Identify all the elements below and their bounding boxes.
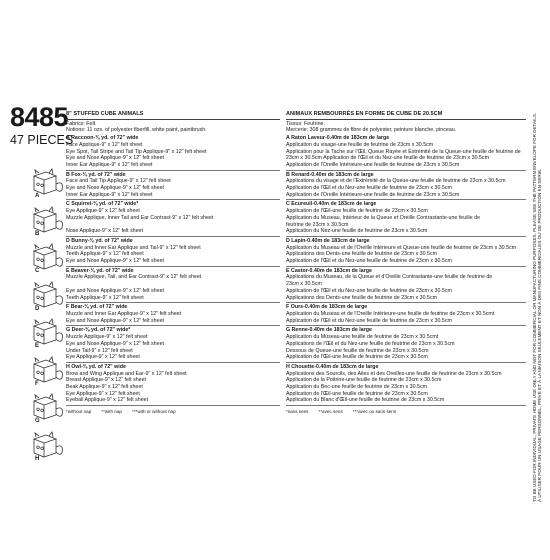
view-letter: B xyxy=(35,230,40,237)
material-line: Eye and Nose Applique-9" x 12" felt sheet xyxy=(66,340,164,347)
french-notions: Mercerie: 308 grammes de fibre de polyester, peinture blanche, pinceau. xyxy=(286,127,457,134)
french-fabrics: Tissus: Feutrine. xyxy=(286,120,325,127)
view-heading: G Renne-0.40m de 183cm de large xyxy=(286,327,372,334)
material-line: Eyeball Applique-9" x 12" felt sheet xyxy=(66,397,149,404)
material-line: Application pour la Tache sur l'Œil, Queue Rayée et Extrémité de la Queue-une feuille de feutrine de xyxy=(286,148,521,155)
material-line: Application du Museau-une feuille de feutrine de 23cm x 30.5cmt xyxy=(286,334,439,341)
view-heading: G Deer-⅜ yd. of 72" wide* xyxy=(66,327,131,334)
material-line: Application de l'Œil et du Nez-une feuille de feutrine de 23cm x 30.5cm xyxy=(286,258,452,265)
material-line: Application de l'Œil-une feuille de feutrine de 23cm x 30.5cm xyxy=(286,208,428,215)
legend-item: **with nap xyxy=(101,409,122,415)
cube-animal-drawing xyxy=(22,356,66,384)
material-line: 23cm x 30.5cm Application de l'Œil et du Nez-une feuille de feutrine de 23cm x 30.5cm xyxy=(286,155,489,162)
material-line: Teeth Applique-9" x 12" felt sheet xyxy=(66,294,144,301)
view-section xyxy=(286,237,526,267)
legend-item: ***avec ou sans sens xyxy=(352,409,397,415)
material-line: Application de l'Œil et du Nez-une feuille de feutrine de 23cm x 30.5cm xyxy=(286,287,452,294)
material-line: Under Tail-9" x 12" felt sheet xyxy=(66,347,133,354)
material-line: Nose Applique-9" x 12" felt sheet xyxy=(66,228,144,235)
english-fabrics: Fabrics: Felt. xyxy=(66,120,97,127)
view-letter: E xyxy=(35,343,40,349)
cube-animal-drawing xyxy=(22,243,66,271)
french-column xyxy=(286,111,526,416)
material-line: Application de la Poitrine-une feuille de feutrine de 23cm x 30.5cm xyxy=(286,377,442,384)
cube-animal-drawing xyxy=(22,393,66,421)
view-heading: A Raccoon-⅜ yd. of 72" wide xyxy=(66,135,139,142)
material-line: Inner Ear Applique-9" x 12" felt sheet xyxy=(66,161,153,168)
material-line: Application du Museau, Intérieur de la Queue et Oreille Contrastante-une feuille de xyxy=(286,214,481,221)
material-line: Application de l'Oreille Intérieure-une feuille de feutrine de 23cm x 30.5cm xyxy=(286,191,460,198)
material-line: Application du Bec-une feuille de feutrine de 23cm x 30.5cm xyxy=(286,384,428,391)
view-heading: D Lapin-0.40m de 183cm de large xyxy=(286,237,370,244)
material-line: Eye Applique-9" x 12" felt sheet xyxy=(66,390,140,397)
material-line: Muzzle Applique, Tail, and Ear Contrast-9" x 12" felt sheet xyxy=(66,274,202,281)
material-line: Brow and Wing Applique and Ear-9" x 12" felt sheet xyxy=(66,370,187,377)
english-sections xyxy=(66,134,280,406)
side-usage-notice xyxy=(532,52,542,502)
view-section xyxy=(286,200,526,237)
material-line: Eye and Nose Applique-9" x 12" felt sheet xyxy=(66,317,164,324)
material-line: Inner Ear Applique-9" x 12" felt sheet xyxy=(66,191,153,198)
view-section xyxy=(286,303,526,326)
material-line: Eye and Nose Applique-9" x 12" felt sheet xyxy=(66,155,164,162)
view-heading: H Chouette-0.40m de 183cm de large xyxy=(286,363,379,370)
french-legend xyxy=(286,409,526,416)
material-line: feutrine de 23cm x 30.5cm xyxy=(286,221,349,228)
view-thumbnail xyxy=(20,206,68,242)
view-letter: H xyxy=(35,455,40,462)
material-line: Applications des Dents-une feuille de feutrine de 23cm x 30.5cm xyxy=(286,294,438,301)
material-line: Eye and Nose Applique-9" x 12" felt sheet xyxy=(66,185,164,192)
view-thumbnail xyxy=(20,356,68,392)
material-line: Eye Spot, Tail Stripe and Tail Tip Applique-9" x 12" felt sheet xyxy=(66,148,207,155)
material-line: Application du Nez-une feuille de feutrine de 23cm x 30.5cm xyxy=(286,228,428,235)
material-line xyxy=(66,281,280,288)
view-thumbnail xyxy=(20,318,68,354)
cube-animal-drawing xyxy=(22,168,66,196)
material-line: Application de l'Œil et du Nez-une feuille de feutrine de 23cm x 30.5cm xyxy=(286,317,452,324)
material-line: Face Applique-9" x 12" felt sheet xyxy=(66,141,143,148)
cube-animal-drawing xyxy=(22,206,66,234)
material-line: Breast Applique-9" x 12" felt sheet xyxy=(66,377,147,384)
material-line: 23cm x 30.5cm xyxy=(286,281,322,288)
english-title: 8" STUFFED CUBE ANIMALS xyxy=(66,111,280,120)
cube-animal-drawing xyxy=(22,281,66,309)
english-notions: Notions: 11 ozs. of polyester fiberfill, white paint, paintbrush. xyxy=(66,127,207,134)
material-line: Application du Museau et de l'Oreille Intérieure-une feuille de feutrine de 23cm x 30.5cmt xyxy=(286,310,495,317)
view-section xyxy=(66,237,280,267)
material-line: Application de l'Œil-une feuille de feutrine de 23cm x 30.5cm xyxy=(286,390,428,397)
view-thumbnail xyxy=(20,281,68,317)
view-heading: F Ours-0.40m de 183cm de large xyxy=(286,304,368,311)
view-section xyxy=(66,200,280,237)
material-line: Application de l'Oreille Intérieure-une feuille de feutrine de 23cm x 30.5cm xyxy=(286,161,460,168)
view-heading: C Écureuil-0.40m de 183cm de large xyxy=(286,201,377,208)
view-heading: C Squirrel-⅜ yd. of 72" wide* xyxy=(66,201,139,208)
pieces-count: 47 PIECES xyxy=(10,133,74,147)
material-line: Application du Museau et de l'Oreille Intérieure et Queue-une feuille de feutrine de 23cm x 30.5cm xyxy=(286,244,517,251)
material-line: Face and Tail Tip Applique-9" x 12" felt sheet xyxy=(66,178,171,185)
material-line: Muzzle and Inner Ear Applique-9" x 12" felt sheet xyxy=(66,310,182,317)
material-line: Applications des Sourcils, des Ailes et des Oreilles-une feuille de feutrine de 23cm x 30.5cm xyxy=(286,370,502,377)
cube-animal-drawing xyxy=(22,318,66,346)
legend-item: **avec sens xyxy=(318,409,343,415)
material-line: Eye and Nose Applique-9" x 12" felt sheet xyxy=(66,258,164,265)
view-letter: A xyxy=(35,193,40,199)
material-line: Applications du visage et de l'Extrémité de la Queue-une feuille de feutrine de 23cm x 30.5cm xyxy=(286,178,506,185)
view-thumbnail xyxy=(20,168,68,204)
view-heading: B Fox-⅜ yd. of 72" wide xyxy=(66,171,126,178)
material-line: Beak Applique-9" x 12" felt sheet xyxy=(66,384,143,391)
view-thumbnail xyxy=(20,431,68,467)
view-heading: F Bear-⅜ yd. of 72" wide xyxy=(66,304,128,311)
pattern-number: 8485 xyxy=(10,102,69,132)
view-heading: A Raton Laveur-0.40m de 183cm de large xyxy=(286,135,390,142)
view-heading: D Bunny-⅜ yd. of 72" wide xyxy=(66,237,133,244)
material-line: Applications du Museau, de la Queue et d'Oreille Contrastante-une feuille de feutrine de xyxy=(286,274,493,281)
material-line: Eye Applique-9" x 12" felt sheet xyxy=(66,354,140,361)
material-line: Dessous de Queue-une feuille de feutrine de 23cm x 30.5cm xyxy=(286,347,429,354)
material-line xyxy=(66,222,280,229)
view-section xyxy=(66,326,280,363)
view-section xyxy=(286,363,526,406)
view-thumbnail xyxy=(20,243,68,279)
material-line: Applications des Dents-une feuille de feutrine de 23cm x 30.5cm xyxy=(286,251,438,258)
material-line: Eye and Nose Applique-9" x 12" felt sheet xyxy=(66,287,164,294)
view-section xyxy=(66,363,280,406)
french-title: ANIMAUX REMBOURRÉS EN FORME DE CUBE DE 20.5CM xyxy=(286,111,526,120)
view-section xyxy=(66,267,280,304)
view-section xyxy=(286,171,526,201)
legend-item: *without nap xyxy=(66,409,92,415)
view-letter: C xyxy=(35,268,40,274)
material-line: Muzzle Applique-9" x 12" felt sheet xyxy=(66,334,148,341)
material-line: Muzzle Applique, Inner Tail and Ear Contrast-9" x 12" felt sheet xyxy=(66,214,214,221)
english-legend xyxy=(66,409,280,416)
view-heading: E Beaver-⅜ yd. of 72" wide xyxy=(66,267,134,274)
view-heading: H Owl-⅜ yd. of 72" wide xyxy=(66,363,126,370)
side-notice-line: À UTILISER POUR UN USAGE PERSONNEL, PRIVÉ ET À LA MAISON SEULEMENT ET NON À DES FINS COMMERCIALES OU DE PRODUCTION EN SÉRIE. xyxy=(537,168,542,502)
material-line: Application du Blanc d'Œil-une feuille de feutrine de 23cm x 30.5cm xyxy=(286,397,445,404)
french-sections xyxy=(286,134,526,406)
view-letter: G xyxy=(35,418,40,424)
view-section xyxy=(66,134,280,171)
material-line: Application de l'Œil-une feuille de feutrine de 23cm x 30.5cm xyxy=(286,354,428,361)
legend-item: *sans sens xyxy=(286,409,309,415)
material-line: Application du visage-une feuille de feutrine de 23cm x 30.5cm xyxy=(286,141,434,148)
legend-item: ***with or without nap xyxy=(131,409,176,415)
material-line: Muzzle and Inner Ear Applique and Tail-9" x 12" felt sheet xyxy=(66,244,201,251)
view-section xyxy=(286,326,526,363)
side-notice-line: TO BE USED FOR INDIVIDUAL, PRIVATE HOME USE ONLY AND NOT FOR COMMERCIAL OR MANUFACTURING PURPOSES. PLEASE SEE THE PATTERN ENVELOPE FOR DETAILS. xyxy=(532,112,537,502)
english-column xyxy=(66,111,280,416)
view-section xyxy=(286,134,526,171)
view-letter: F xyxy=(35,380,39,387)
cube-animal-drawing xyxy=(22,431,66,459)
view-section xyxy=(66,303,280,326)
material-line: Eye Applique-9" x 12" felt sheet xyxy=(66,208,140,215)
view-letter: D xyxy=(35,305,40,312)
view-section xyxy=(286,267,526,304)
view-heading: E Castor-0.40m de 183cm de large xyxy=(286,267,372,274)
material-line: Applications de l'Œil et du Nez-une feuille de feutrine de 23cm x 30.5cm xyxy=(286,340,455,347)
view-section xyxy=(66,171,280,201)
material-line: Application de l'Œil et du Nez-une feuille de feutrine de 23cm x 30.5cm xyxy=(286,185,452,192)
view-heading: B Renard-0.40m de 183cm de large xyxy=(286,171,374,178)
view-thumbnail xyxy=(20,393,68,429)
material-line: Teeth Applique-9" x 12" felt sheet xyxy=(66,251,144,258)
